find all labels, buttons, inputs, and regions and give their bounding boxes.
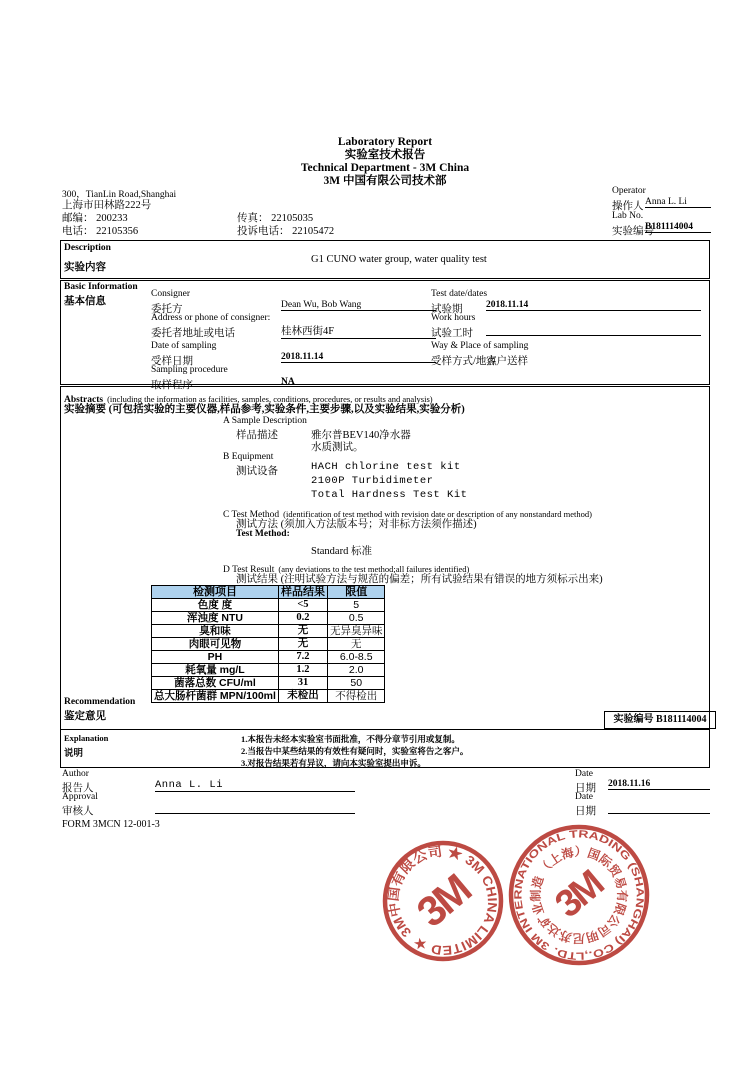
abstracts-label-note: (including the information as facilities, samples, conditions, procedures, or results and analysis) (107, 394, 433, 404)
equipment-item: Total Hardness Test Kit (311, 489, 468, 501)
author-date-label-en: Date (575, 769, 593, 779)
test-limit: 无异臭异味 (327, 625, 385, 638)
table-row (152, 677, 385, 690)
test-item: 浑浊度 NTU (152, 612, 279, 625)
lab-no-label-en: Lab No. (612, 211, 644, 221)
test-limit: 不得检出 (327, 690, 385, 703)
description-value: G1 CUNO water group, water quality test (311, 254, 487, 265)
basic-info-section (60, 280, 710, 391)
abstracts-label-en: Abstracts (64, 395, 104, 405)
sampling-procedure-label-en: Sampling procedure (151, 365, 228, 375)
operator-label-en: Operator (612, 186, 646, 196)
test-item: PH (152, 651, 279, 664)
explanation-line: 2.当报告中某些结果的有效性有疑问时，实验室将告之客户。 (241, 746, 469, 756)
sampling-way-label-en: Way & Place of sampling (431, 341, 529, 351)
test-limit: 无 (327, 638, 385, 651)
author-label-en: Author (62, 769, 89, 779)
method-label: Test Method: (236, 529, 290, 539)
table-row (152, 599, 385, 612)
operator-label-zh: 操作人 (612, 201, 644, 212)
test-date-value: 2018.11.14 (486, 300, 701, 311)
test-item: 耗氧量 mg/L (152, 664, 279, 677)
test-item: 菌落总数 CFU/ml (152, 677, 279, 690)
author-value: Anna L. Li (155, 779, 355, 792)
lab-no-label-zh: 实验编号 (612, 226, 654, 237)
approval-date-label-en: Date (575, 792, 593, 802)
report-title-block (60, 136, 710, 188)
equipment-heading-zh: 测试设备 (236, 466, 278, 477)
explanation-label-en: Explanation (64, 733, 109, 743)
lab-no-value: B181114004 (645, 222, 711, 233)
test-result: 未检出 (278, 690, 327, 703)
sampling-way-value: 客户送样 (486, 356, 528, 367)
basic-info-label-en: Basic Information (64, 282, 138, 292)
sample-line2: 水质测试。 (311, 442, 364, 453)
basic-info-label-zh: 基本信息 (64, 296, 106, 307)
test-limit: 6.0-8.5 (327, 651, 385, 664)
test-limit: 2.0 (327, 664, 385, 677)
test-result: 31 (278, 677, 327, 690)
equipment-item: HACH chlorine test kit (311, 461, 461, 473)
table-row (152, 625, 385, 638)
abstracts-label-zh: 实验摘要 (可包括实验的主要仪器,样品参考,实验条件,主要步骤,以及实验结果,实验分析) (64, 404, 465, 415)
report-title-zh: 实验室技术报告 (344, 149, 426, 161)
lab-no-stamp-box: 实验编号 B181114004 (604, 711, 716, 729)
test-limit: 50 (327, 677, 385, 690)
equipment-heading-en: B Equipment (223, 452, 274, 462)
table-row (152, 612, 385, 625)
author-date-value: 2018.11.16 (608, 779, 710, 790)
test-result: 7.2 (278, 651, 327, 664)
explanation-line: 3.对报告结果若有异议，请向本实验室提出申诉。 (241, 758, 426, 768)
3m-china-stamp (380, 838, 506, 964)
stamp-center-logo: 3M (407, 866, 479, 936)
approval-label-zh: 审核人 (62, 806, 94, 817)
method-heading-zh: 测试方法 (须加入方法版本号；对非标方法须作描述) (236, 519, 477, 530)
method-value: Standard 标准 (311, 546, 372, 557)
consigner-address-label-zh: 委托者地址或电话 (151, 328, 235, 339)
sample-heading-en: A Sample Description (223, 416, 307, 426)
sampling-date-label-zh: 受样日期 (151, 356, 193, 367)
address-en: 300，TianLin Road,Shanghai (62, 190, 177, 200)
result-note: (any deviations to the test method;all failures identified) (278, 564, 470, 574)
approval-value (155, 802, 355, 814)
consigner-value: Dean Wu, Bob Wang (281, 300, 436, 311)
method-heading-en: C Test Method (223, 510, 280, 520)
consigner-address-label-en: Address or phone of consigner: (151, 313, 271, 323)
abstracts-section (60, 386, 710, 730)
description-label-zh: 实验内容 (64, 262, 106, 273)
test-result: <5 (278, 599, 327, 612)
address-zh: 上海市田林路222号 (62, 200, 152, 211)
sample-line1: 雅尔普BEV140净水器 (311, 430, 411, 441)
table-row (152, 638, 385, 651)
stamp-center-logo: 3M (547, 863, 611, 927)
work-hours-value (486, 324, 701, 336)
3m-international-stamp (506, 822, 652, 968)
result-table-header-result: 样品结果 (278, 586, 327, 599)
author-date-label-zh: 日期 (575, 783, 596, 794)
approval-date-label-zh: 日期 (575, 806, 596, 817)
consigner-address-value: 桂林西街4F (281, 323, 436, 339)
recommendation-label-zh: 鉴定意见 (64, 711, 106, 722)
complaint-phone: 投诉电话： 22105472 (237, 226, 335, 237)
report-department-en: Technical Department - 3M China (300, 162, 470, 174)
test-limit: 0.5 (327, 612, 385, 625)
result-table-header-row (152, 586, 385, 599)
table-row (152, 651, 385, 664)
report-department-zh: 3M 中国有限公司技术部 (323, 175, 447, 187)
consigner-label-en: Consigner (151, 289, 191, 299)
result-table (151, 585, 385, 703)
table-row (152, 664, 385, 677)
test-item: 肉眼可见物 (152, 638, 279, 651)
sampling-procedure-label-zh: 取样程序 (151, 380, 193, 391)
postcode: 邮编： 200233 (62, 213, 128, 224)
sampling-date-value: 2018.11.14 (281, 352, 436, 363)
operator-value: Anna L. Li (645, 197, 711, 208)
stamp-outer-ring-text: 3M INTERNATIONAL TRADING (SHANGHAI) CO.,LTD. (512, 828, 646, 962)
phone: 电话： 22105356 (62, 226, 139, 237)
form-number: FORM 3MCN 12-001-3 (62, 819, 160, 830)
recommendation-label-en: Recommendation (64, 697, 136, 707)
stamp-inner-ring-text: （上海）国际贸易有限公司明尼苏达矿业制造 (528, 844, 630, 946)
result-table-header-item: 检测项目 (152, 586, 279, 599)
equipment-item: 2100P Turbidimeter (311, 475, 434, 487)
fax: 传真： 22105035 (237, 213, 314, 224)
result-heading-en: D Test Result (223, 565, 275, 575)
explanation-label-zh: 说明 (64, 749, 84, 759)
consigner-label-zh: 委托方 (151, 304, 183, 315)
stamp-ring-text: 3M中国有限公司 ★ 3M CHINA LIMITED ★ (385, 843, 501, 959)
work-hours-label-zh: 试验工时 (431, 328, 473, 339)
sample-heading-zh: 样品描述 (236, 430, 278, 441)
table-row (152, 690, 385, 703)
approval-label-en: Approval (62, 792, 98, 802)
test-date-label-zh: 试验期 (431, 304, 463, 315)
test-item: 色度 度 (152, 599, 279, 612)
sampling-way-label-zh: 受样方式/地点 (431, 356, 497, 367)
test-result: 1.2 (278, 664, 327, 677)
method-note: (identification of test method with revision date or description of any nonstandard method) (283, 509, 592, 519)
author-label-zh: 报告人 (62, 783, 94, 794)
test-result: 无 (278, 625, 327, 638)
approval-date-value (608, 802, 710, 814)
sampling-procedure-value: NA (281, 377, 295, 387)
report-title-en: Laboratory Report (337, 136, 433, 148)
description-label-en: Description (64, 243, 111, 253)
test-item: 臭和味 (152, 625, 279, 638)
test-result: 0.2 (278, 612, 327, 625)
explanation-section (60, 729, 710, 768)
explanation-line: 1.本报告未经本实验室书面批准，不得分章节引用或复制。 (241, 734, 460, 744)
test-item: 总大肠杆菌群 MPN/100ml (152, 690, 279, 703)
result-heading-zh: 测试结果 (注明试验方法与规范的偏差；所有试验结果有错误的地方须标示出来) (236, 574, 603, 585)
work-hours-label-en: Work hours (431, 313, 476, 323)
sampling-date-label-en: Date of sampling (151, 341, 217, 351)
test-date-label-en: Test date/dates (431, 289, 488, 299)
test-limit: 5 (327, 599, 385, 612)
test-result: 无 (278, 638, 327, 651)
description-section (60, 240, 710, 279)
result-table-header-limit: 限值 (327, 586, 385, 599)
